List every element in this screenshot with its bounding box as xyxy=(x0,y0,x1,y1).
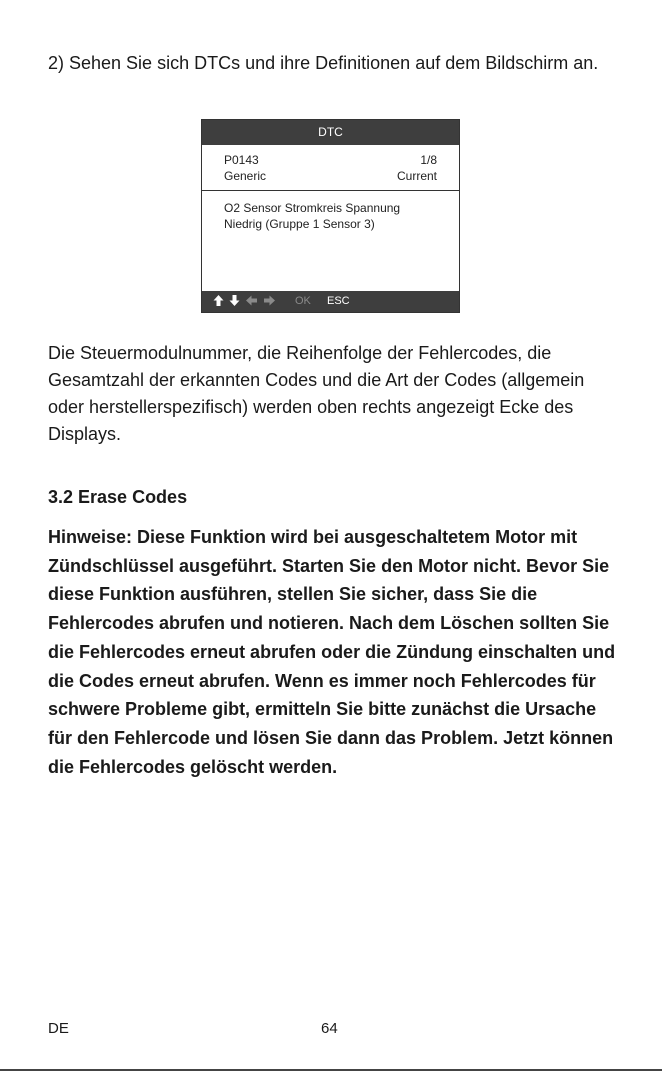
note-paragraph: Hinweise: Diese Funktion wird bei ausgeschaltetem Motor mit Zündschlüssel ausgeführt. Starten Sie den Motor nicht. Bevor Sie diese Funktion ausführen, stellen Sie sicher, dass Sie die Fehlercodes abrufen und notieren. Nach dem Löschen sollten Sie die Fehlercodes erneut abrufen oder die Zündung einschalten und die Codes erneut abrufen. Wenn es immer noch Fehlercodes für schwere Probleme gibt, ermitteln Sie bitte zunächst die Ursache für den Fehlercode und lösen Sie dann das Problem. Jetzt können die Fehlercodes gelöscht werden. xyxy=(48,527,616,777)
code-row xyxy=(224,153,437,168)
bottom-divider xyxy=(0,1069,662,1071)
left-arrow-icon[interactable] xyxy=(245,295,258,306)
type-row xyxy=(224,169,437,184)
ok-button[interactable]: OK xyxy=(295,295,311,307)
screen-footer xyxy=(202,291,459,312)
page-number: 64 xyxy=(321,1020,338,1037)
screen-divider xyxy=(202,190,459,191)
dtc-code: P0143 xyxy=(224,153,259,167)
step-instruction: 2) Sehen Sie sich DTCs und ihre Definitionen auf dem Bildschirm an. xyxy=(48,53,599,73)
down-arrow-icon[interactable] xyxy=(229,294,240,307)
scanner-screen xyxy=(201,119,460,313)
info-paragraph: Die Steuermodulnummer, die Reihenfolge der Fehlercodes, die Gesamtzahl der erkannten Codes und die Art der Codes (allgemein oder herstellerspezifisch) werden oben rechts angezeigt Ecke des Displays. xyxy=(48,343,585,444)
dtc-type: Generic xyxy=(224,169,267,183)
right-arrow-icon[interactable] xyxy=(263,295,276,306)
esc-button[interactable]: ESC xyxy=(327,295,350,307)
language-label: DE xyxy=(48,1020,69,1037)
section-heading: 3.2 Erase Codes xyxy=(48,487,188,507)
dtc-index: 1/8 xyxy=(420,153,437,167)
up-arrow-icon[interactable] xyxy=(213,294,224,307)
dtc-status: Current xyxy=(396,169,437,183)
screen-title: DTC xyxy=(202,120,459,145)
dtc-description: O2 Sensor Stromkreis Spannung Niedrig (Gruppe 1 Sensor 3) xyxy=(224,201,401,231)
